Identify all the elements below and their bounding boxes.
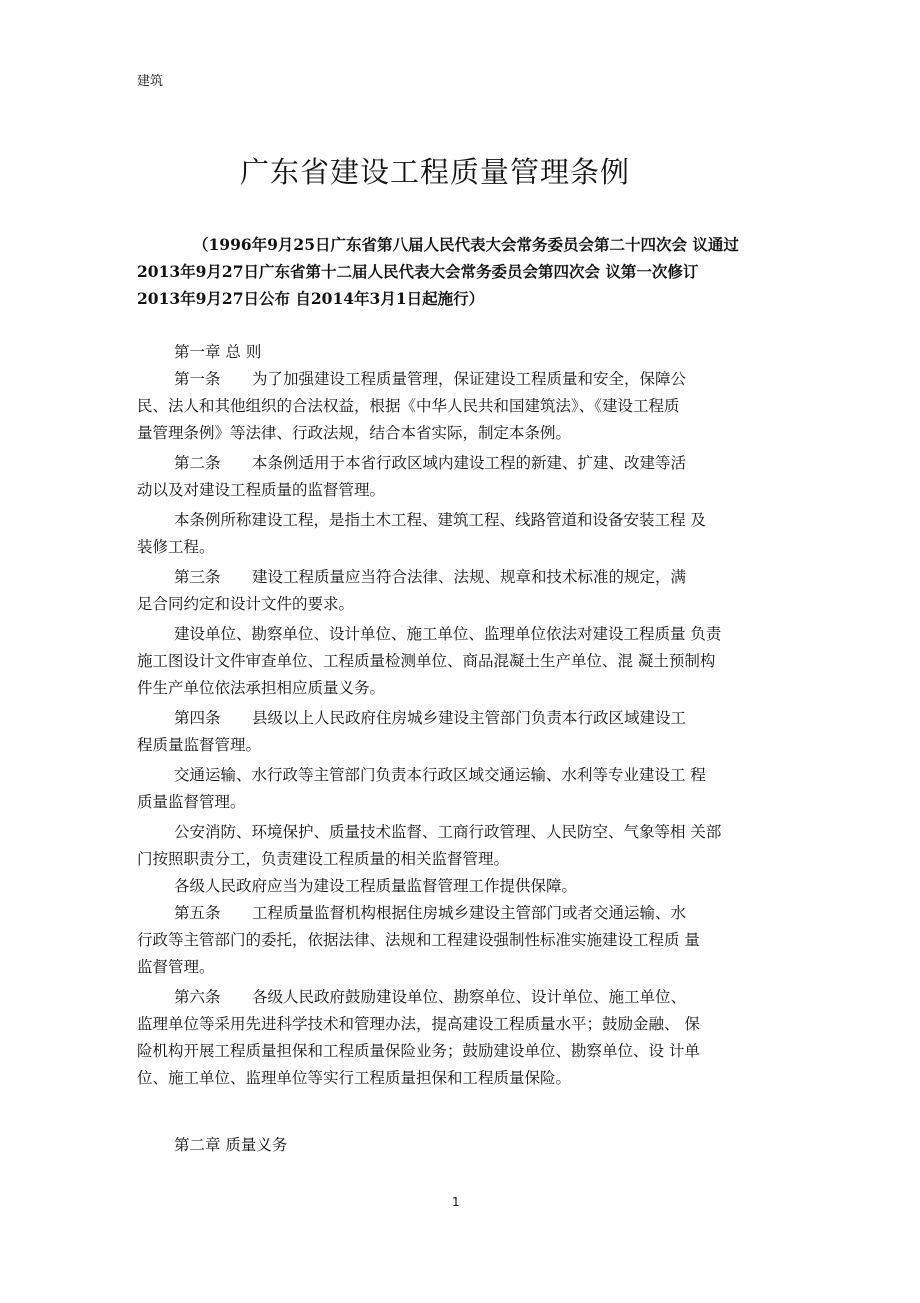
article-first-line [137,984,777,1011]
page-number: 1 [452,1195,460,1209]
article-text: 本条例适用于本省行政区域内建设工程的新建、扩建、改建等活 [252,454,687,472]
article-first-line [137,450,777,477]
article-1 [137,366,777,447]
article-text: 各级人民政府应当为建设工程质量监督管理工作提供保障。 [174,877,578,895]
article-text: 装修工程。 [137,538,215,556]
article-3 [137,564,777,702]
chapter-heading: 第一章 总 则 [174,343,262,361]
article-text: 足合同约定和设计文件的要求。 [137,595,355,613]
article-text: 程质量监督管理。 [137,736,262,754]
document-title: 广东省建设工程质量管理条例 [239,155,630,189]
article-text: 门按照职责分工，负责建设工程质量的相关监督管理。 [137,850,510,868]
article-6 [137,984,777,1092]
article-text: 量管理条例》等法律、行政法规，结合本省实际，制定本条例。 [137,424,572,442]
article-text: 建设单位、勘察单位、设计单位、施工单位、监理单位依法对建设工程质量 负责 [174,625,722,643]
article-first-line [137,900,777,927]
article-2 [137,450,777,561]
article-number: 第四条 [174,709,221,727]
article-text: 公安消防、环境保护、质量技术监督、工商行政管理、人民防空、气象等相 关部 [174,823,722,841]
legislative-history [137,231,797,312]
article-text: 位、施工单位、监理单位等实行工程质量担保和工程质量保险。 [137,1069,572,1087]
article-first-line [137,705,777,732]
chapter-heading: 第二章 质量义务 [174,1136,288,1154]
legislative-line: 2013年9月27日广东省第十二届人民代表大会常务委员会第四次会 议第一次修订 [137,262,699,281]
document-body [137,339,777,1159]
article-text: 为了加强建设工程质量管理，保证建设工程质量和安全，保障公 [252,370,687,388]
chapter-spacer [137,1092,777,1132]
article-5 [137,900,777,981]
article-text: 县级以上人民政府住房城乡建设主管部门负责本行政区域建设工 [252,709,687,727]
article-text: 质量监督管理。 [137,793,246,811]
article-number: 第三条 [174,568,221,586]
article-text: 民、法人和其他组织的合法权益，根据《中华人民共和国建筑法》、《建设工程质 [137,397,680,415]
article-text: 监督管理。 [137,958,215,976]
article-text: 监理单位等采用先进科学技术和管理办法，提高建设工程质量水平；鼓励金融、 保 [137,1015,700,1033]
article-text: 交通运输、水行政等主管部门负责本行政区域交通运输、水利等专业建设工 程 [174,766,706,784]
article-text: 动以及对建设工程质量的监督管理。 [137,481,386,499]
legislative-line: （1996年9月25日广东省第八届人民代表大会常务委员会第二十四次会 议通过 [193,235,739,254]
article-number: 第五条 [174,904,221,922]
running-header: 建筑 [137,74,164,89]
article-first-line [137,564,777,591]
article-number: 第一条 [174,370,221,388]
article-text: 行政等主管部门的委托，依据法律、法规和工程建设强制性标准实施建设工程质 量 [137,931,700,949]
article-text: 各级人民政府鼓励建设单位、勘察单位、设计单位、施工单位、 [252,988,687,1006]
article-text: 施工图设计文件审查单位、工程质量检测单位、商品混凝土生产单位、混 凝土预制构 [137,652,716,670]
legislative-line: 2013年9月27日公布 自2014年3月1日起施行） [137,289,485,308]
article-text: 工程质量监督机构根据住房城乡建设主管部门或者交通运输、水 [252,904,687,922]
article-text: 建设工程质量应当符合法律、法规、规章和技术标准的规定，满 [252,568,687,586]
article-4 [137,705,777,900]
article-number: 第六条 [174,988,221,1006]
article-text: 本条例所称建设工程，是指土木工程、建筑工程、线路管道和设备安装工程 及 [174,511,706,529]
article-first-line [137,366,777,393]
article-text: 件生产单位依法承担相应质量义务。 [137,679,386,697]
article-text: 险机构开展工程质量担保和工程质量保险业务；鼓励建设单位、勘察单位、设 计单 [137,1042,700,1060]
article-number: 第二条 [174,454,221,472]
